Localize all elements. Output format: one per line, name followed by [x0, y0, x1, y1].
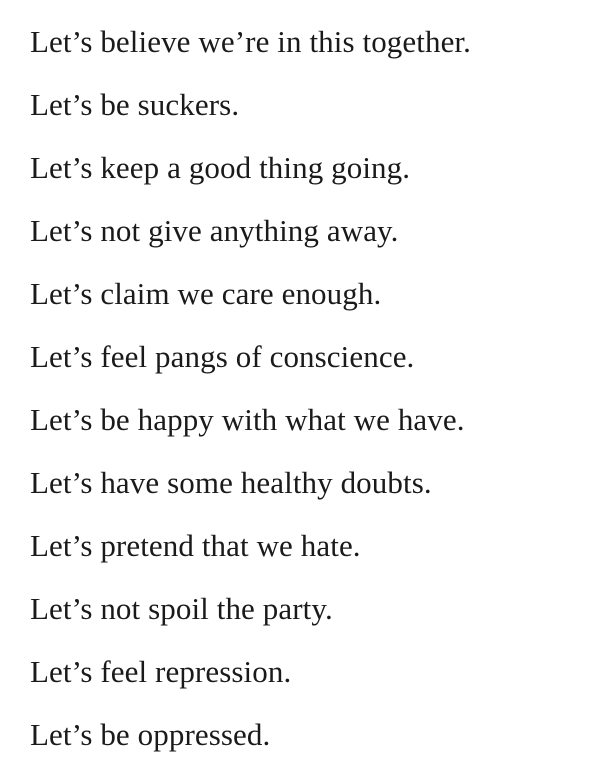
poem-line: Let’s claim we care enough.: [30, 276, 382, 311]
poem-line: Let’s feel pangs of conscience.: [30, 339, 415, 374]
poem-line: Let’s not spoil the party.: [30, 591, 333, 626]
poem-line: Let’s believe we’re in this together.: [30, 24, 471, 59]
poem-line: Let’s be suckers.: [30, 87, 240, 122]
poem-line: Let’s be oppressed.: [30, 717, 271, 752]
poem-line: Let’s pretend that we hate.: [30, 528, 361, 563]
poem-line: Let’s not give anything away.: [30, 213, 399, 248]
poem-line: Let’s be happy with what we have.: [30, 402, 465, 437]
poem-text: [30, 10, 614, 766]
poem-line: Let’s feel repression.: [30, 654, 292, 689]
poem-line: Let’s have some healthy doubts.: [30, 465, 432, 500]
poem-line: Let’s keep a good thing going.: [30, 150, 411, 185]
